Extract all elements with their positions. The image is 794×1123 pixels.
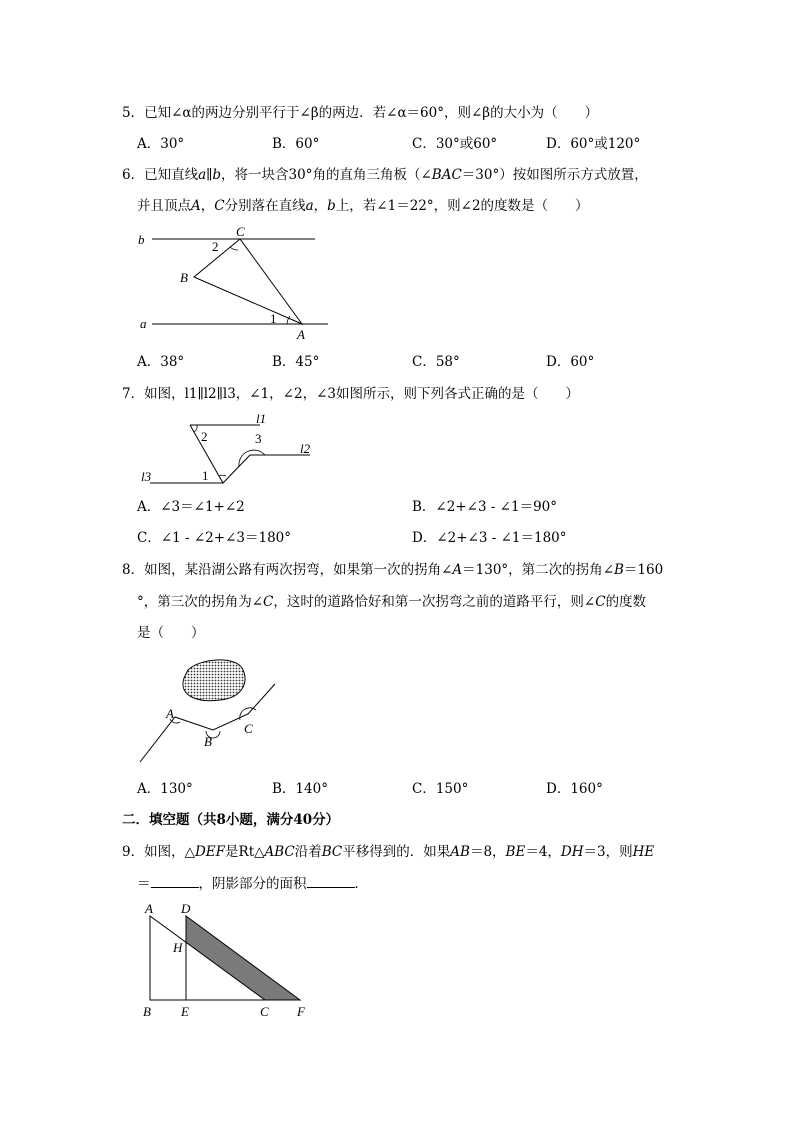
q8-label-C: C xyxy=(244,721,253,736)
q7-option-b: B．∠2+∠3 - ∠1＝90° xyxy=(412,499,558,515)
q8-figure xyxy=(130,652,290,770)
question-6-stem-line2: 并且顶点A，C分别落在直线a，b上，若∠1＝22°，则∠2的度数是（ ） xyxy=(137,198,589,214)
q5-option-b: B．60° xyxy=(272,136,320,152)
q7-option-c: C．∠1 - ∠2+∠3＝180° xyxy=(137,530,292,546)
question-6-stem-line1: 6．已知直线a∥b，将一块含30°角的直角三角板（∠BAC＝30°）按如图所示方式放置， xyxy=(122,167,648,183)
answer-blank-he[interactable] xyxy=(151,874,199,888)
q9-figure xyxy=(135,900,335,1022)
q9-label-D: D xyxy=(181,901,191,916)
q8-option-b: B．140° xyxy=(272,781,328,797)
q5-option-a: A．30° xyxy=(137,136,185,152)
q6-figure xyxy=(130,224,340,346)
q6-label-b: b xyxy=(138,232,145,247)
q6-label-a: a xyxy=(140,316,147,331)
q7-label-angle2: 2 xyxy=(201,429,208,444)
q9-label-H: H xyxy=(173,940,183,955)
q9-label-C: C xyxy=(260,1004,269,1019)
q5-option-c: C．30°或60° xyxy=(412,136,498,152)
question-9-stem-line2: ＝ ，阴影部分的面积 ． xyxy=(137,876,368,892)
q7-label-l2: l2 xyxy=(300,441,311,456)
q7-figure xyxy=(135,410,325,492)
q6-option-a: A．38° xyxy=(137,354,185,370)
question-8-stem-line2: °，第三次的拐角为∠C，这时的道路恰好和第一次拐弯之前的道路平行，则∠C的度数 xyxy=(137,594,647,610)
q9-label-B: B xyxy=(143,1004,151,1019)
q8-option-a: A．130° xyxy=(137,781,193,797)
q8-label-A: A xyxy=(166,706,174,721)
answer-blank-area[interactable] xyxy=(307,874,355,888)
q6-label-A: A xyxy=(297,327,305,342)
q6-label-C: C xyxy=(236,224,245,239)
q7-option-d: D．∠2+∠3 - ∠1＝180° xyxy=(412,530,567,546)
question-5-stem: 5．已知∠α的两边分别平行于∠β的两边．若∠α＝60°，则∠β的大小为（ ） xyxy=(122,105,599,121)
q6-option-b: B．45° xyxy=(272,354,320,370)
q8-option-d: D．160° xyxy=(546,781,603,797)
q8-label-B: B xyxy=(204,734,212,749)
q5-option-d: D．60°或120° xyxy=(546,136,641,152)
q6-label-angle2: 2 xyxy=(212,239,219,254)
q7-label-l1: l1 xyxy=(256,411,267,426)
q6-option-c: C．58° xyxy=(412,354,460,370)
q9-label-E: E xyxy=(181,1004,189,1019)
q7-option-a: A．∠3＝∠1+∠2 xyxy=(137,499,245,515)
question-9-stem-line1: 9．如图，△DEF是Rt△ABC沿着BC平移得到的．如果AB＝8，BE＝4，DH＝3，则HE xyxy=(122,844,655,860)
question-8-stem-line1: 8．如图，某沿湖公路有两次拐弯，如果第一次的拐角∠A＝130°，第二次的拐角∠B＝160 xyxy=(122,562,664,578)
q7-label-angle3: 3 xyxy=(255,431,262,446)
q8-option-c: C．150° xyxy=(412,781,469,797)
section-2-title: 二．填空题（共8小题，满分40分） xyxy=(122,812,340,828)
q6-option-d: D．60° xyxy=(546,354,595,370)
q9-label-A: A xyxy=(145,901,153,916)
question-8-stem-line3: 是（ ） xyxy=(137,625,205,641)
q7-label-angle1: 1 xyxy=(202,468,209,483)
q6-label-B: B xyxy=(180,270,188,285)
q6-label-angle1: 1 xyxy=(270,311,277,326)
q7-label-l3: l3 xyxy=(141,469,152,484)
question-7-stem: 7．如图，l1∥l2∥l3，∠1，∠2，∠3如图所示，则下列各式正确的是（ ） xyxy=(122,386,579,402)
q9-label-F: F xyxy=(297,1004,305,1019)
